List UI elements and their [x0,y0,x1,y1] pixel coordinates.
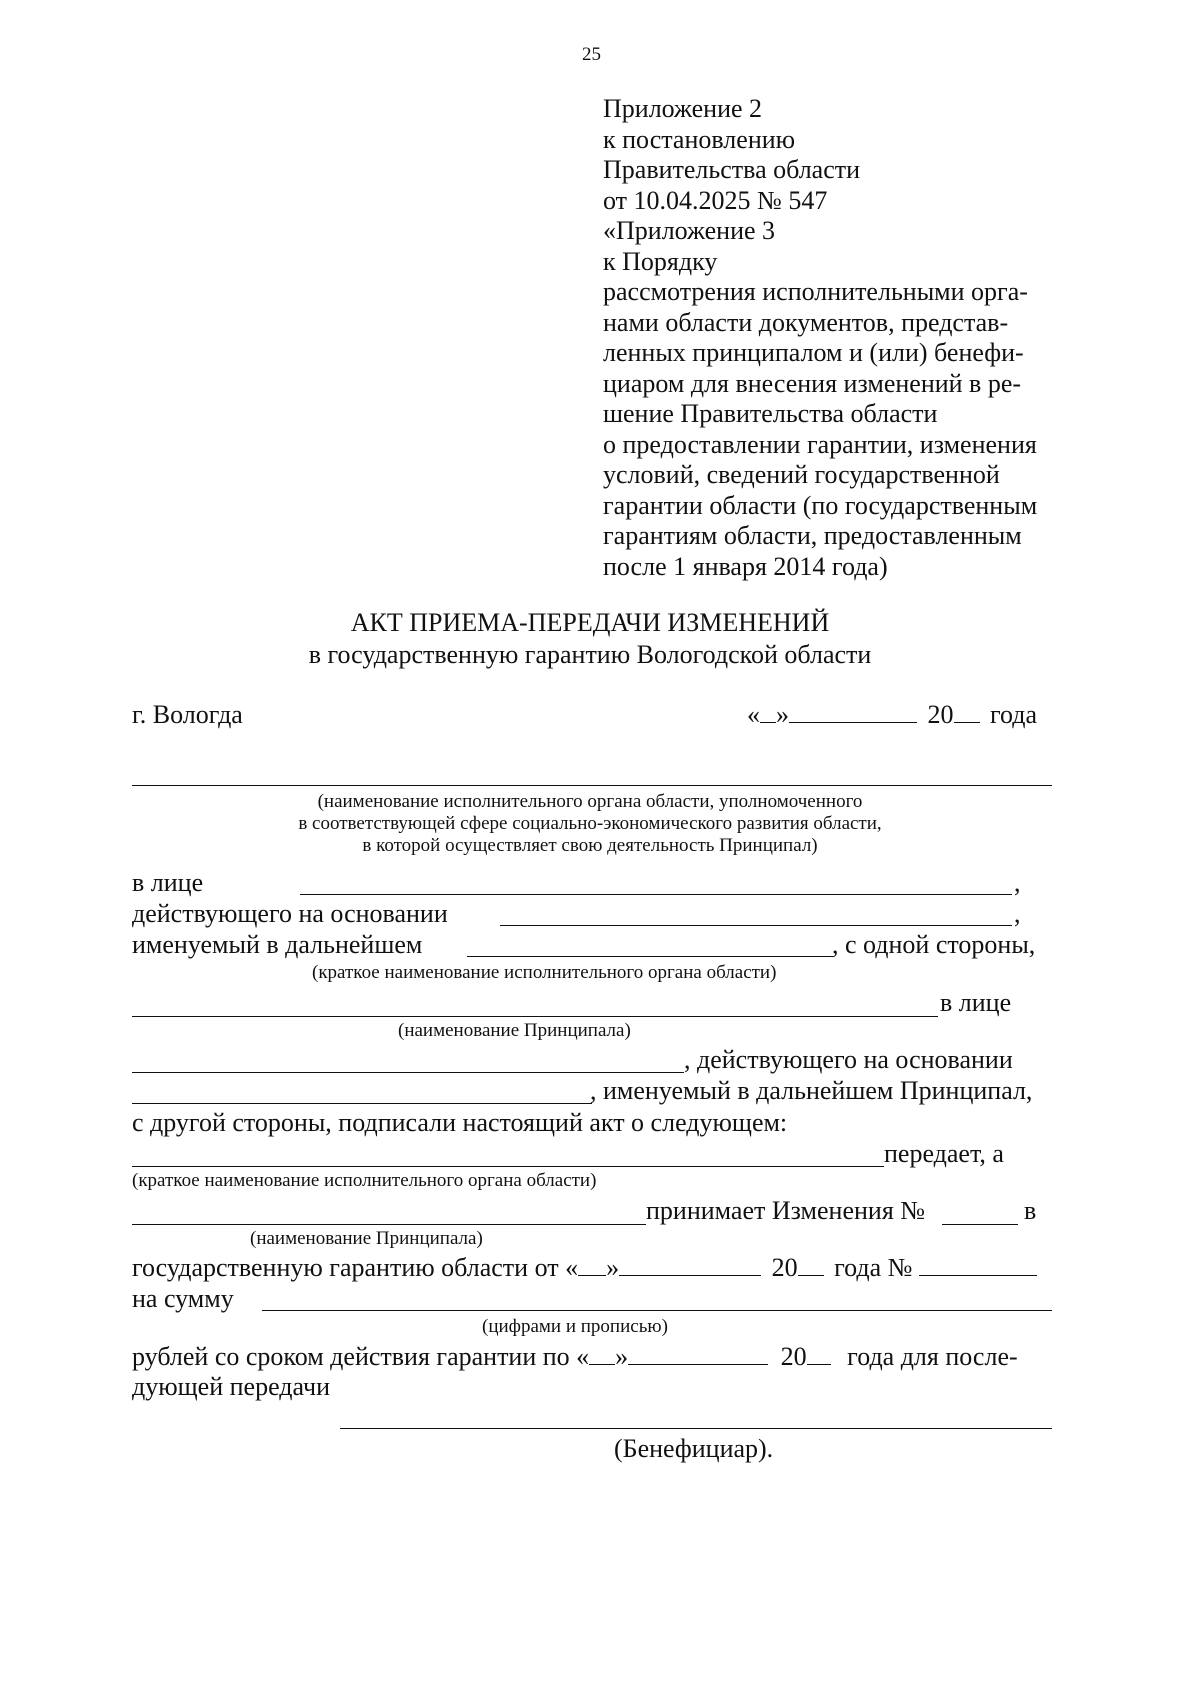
principal-basis-line[interactable] [132,1103,592,1104]
in-word: в [1024,1196,1037,1225]
date-field[interactable] [747,700,1037,730]
annex-line: гарантиям области, предоставленным [603,521,1022,550]
annex-line: к постановлению [603,124,796,154]
annex-line: Приложение 2 [603,94,763,123]
one-side-text: , с одной стороны, [832,930,1036,959]
beneficiary-line[interactable] [340,1428,1052,1429]
accepting-principal-line[interactable] [132,1224,646,1225]
annex-line: Правительства области [603,155,861,184]
term-text-b: года для после- [847,1342,1018,1371]
annex-line: циаром для внесения изменений в ре- [603,368,1022,398]
date-close-quote: » [776,700,789,729]
organ-name-caption [120,791,1060,857]
principal-caption: (наименование Принципала) [398,1020,631,1041]
next-transfer-text: дующей передачи [132,1372,330,1401]
other-side-text: с другой стороны, подписали настоящий акт о следующем: [132,1108,788,1137]
acting-basis-label: действующего на основании [132,899,448,928]
organ-caption-line: в которой осуществляет свою деятельность Принципал) [362,835,818,856]
date-year-prefix: 20 [927,700,954,729]
guarantee-from-text: государственную гарантию области от « [132,1253,579,1282]
principal-rep-line[interactable] [132,1072,684,1073]
principal-caption-2: (наименование Принципала) [250,1228,483,1249]
annex-line: условий, сведений государственной [603,460,1000,489]
term-year-prefix: 20 [780,1342,807,1371]
hereinafter-label: именуемый в дальнейшем [132,930,423,959]
page-number: 25 [582,44,601,65]
annex-header [603,94,1037,582]
act-subtitle: в государственную гарантию Вологодской области [308,640,872,669]
in-person-label-2: в лице [940,988,1012,1017]
guarantee-date-row[interactable] [132,1253,1037,1283]
term-row[interactable] [132,1342,1052,1372]
act-title: АКТ ПРИЕМА-ПЕРЕДАЧИ ИЗМЕНЕНИЙ [350,608,830,637]
guarantee-year-no: года № [834,1253,913,1282]
term-text-a: рублей со сроком действия гарантии по « [132,1342,590,1371]
accepts-text: принимает Изменения № [646,1196,926,1225]
annex-line: нами области документов, представ- [603,307,1009,337]
transfer-organ-line[interactable] [132,1166,884,1167]
principal-name-line[interactable] [132,1016,938,1017]
hereinafter-principal: , именуемый в дальнейшем Принципал, [590,1076,1033,1105]
short-organ-caption: (краткое наименование исполнительного органа области) [312,962,777,983]
city: г. Вологда [132,700,243,729]
in-person-line[interactable] [300,894,1012,895]
annex-line: о предоставлении гарантии, изменения [603,429,1037,459]
changes-number-line[interactable] [942,1224,1018,1225]
short-organ-caption-2: (краткое наименование исполнительного органа области) [132,1170,597,1191]
guarantee-year-prefix: 20 [771,1253,798,1282]
transfers-text: передает, а [884,1139,1004,1168]
annex-line: шение Правительства области [603,399,938,428]
comma-2: , [1014,899,1021,928]
annex-line: рассмотрения исполнительными орга- [603,277,1028,306]
annex-line: к Порядку [603,246,718,276]
organ-name-line[interactable] [132,785,1052,786]
term-close-quote: » [615,1342,629,1371]
date-open-quote: « [747,700,760,729]
guarantee-close-quote: » [606,1253,620,1282]
comma-1: , [1014,868,1021,897]
acting-basis-line[interactable] [500,925,1012,926]
amount-line[interactable] [262,1310,1052,1311]
annex-line: «Приложение 3 [603,216,776,245]
annex-line: гарантии области (по государственным [603,490,1038,520]
annex-line: ленных принципалом и (или) бенефи- [603,338,1024,367]
in-person-label: в лице [132,868,204,897]
beneficiary-caption: (Бенефициар). [614,1434,774,1463]
organ-caption-line: (наименование исполнительного органа области, уполномоченного [317,791,863,812]
annex-line: после 1 января 2014 года) [603,551,888,581]
amount-caption: (цифрами и прописью) [482,1316,668,1337]
hereinafter-line[interactable] [467,956,833,957]
acting-basis-2: , действующего на основании [684,1045,1013,1074]
organ-caption-line: в соответствующей сфере социально-экономического развития области, [298,813,882,834]
amount-label: на сумму [132,1284,234,1313]
annex-line: от 10.04.2025 № 547 [603,185,828,215]
date-year-suffix: года [990,700,1038,729]
